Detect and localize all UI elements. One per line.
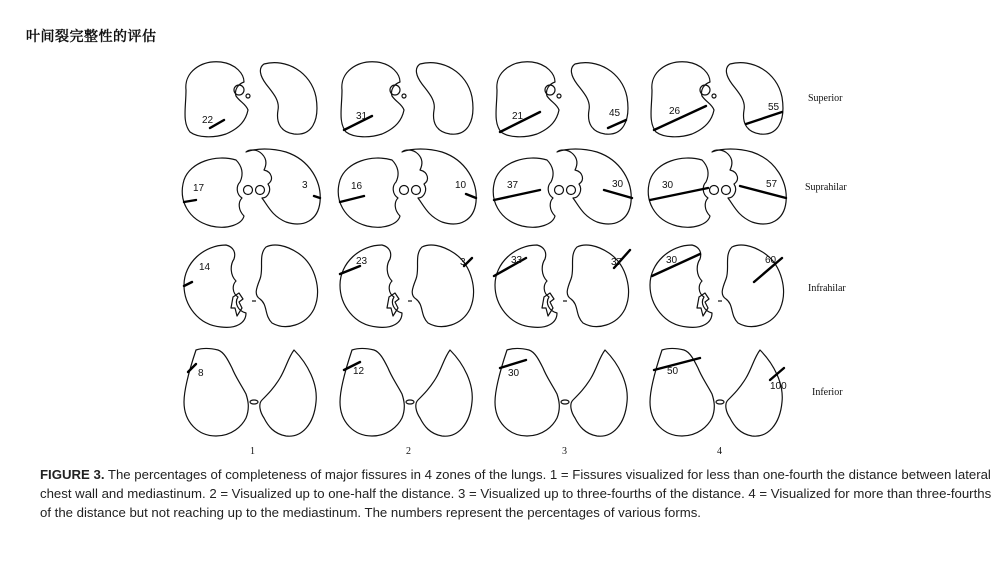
- column-number: 2: [406, 446, 411, 457]
- percent-label: 50: [667, 366, 679, 377]
- caption-text: The percentages of completeness of major fissures in 4 zones of the lungs. 1 = Fissures visualized for less than one-fourth the distance between lateral chest wall and mediastinum. 2 = Visualized up to one-half the distance. 3 = Visualized up to three-fourths of the distance. 4 = Visualized for more than three-fourths of the distance but not reaching up to the mediastinum. The numbers represent the percentages of various forms.: [40, 467, 992, 520]
- percent-label: 31: [356, 111, 368, 122]
- percent-label: 8: [198, 368, 204, 379]
- percent-label: 12: [353, 366, 365, 377]
- percent-label: 100: [770, 381, 787, 392]
- fissure-mark: [184, 200, 196, 202]
- fissure-mark: [740, 186, 786, 198]
- percent-label: 60: [765, 255, 777, 266]
- fissure-mark: [340, 196, 364, 202]
- zone-label-suprahilar: Suprahilar: [805, 182, 847, 193]
- percent-label: 30: [666, 255, 678, 266]
- zone-label-superior: Superior: [808, 93, 843, 104]
- fissure-mark: [604, 190, 632, 198]
- percent-label: 23: [356, 256, 368, 267]
- percent-label: 3: [460, 257, 466, 268]
- percent-label: 55: [768, 102, 780, 113]
- percent-label: 30: [662, 180, 674, 191]
- percent-label: 22: [202, 115, 214, 126]
- percent-label: 37: [611, 257, 623, 268]
- fissure-mark: [184, 282, 192, 286]
- fissure-mark: [466, 194, 476, 198]
- percent-label: 33: [511, 255, 523, 266]
- column-number: 3: [562, 446, 567, 457]
- percent-label: 21: [512, 111, 524, 122]
- fissure-mark: [770, 368, 784, 380]
- figure-caption: [40, 465, 995, 522]
- percent-label: 57: [766, 179, 778, 190]
- percent-label: 26: [669, 106, 681, 117]
- percent-label: 17: [193, 183, 205, 194]
- fissure-mark: [188, 364, 196, 372]
- percent-label: 3: [302, 180, 308, 191]
- percent-label: 30: [612, 179, 624, 190]
- zone-label-infrahilar: Infrahilar: [808, 283, 846, 294]
- page-title: 叶间裂完整性的评估: [26, 29, 157, 45]
- column-number: 1: [250, 446, 255, 457]
- percent-label: 14: [199, 262, 211, 273]
- percent-label: 37: [507, 180, 519, 191]
- fissure-mark: [314, 196, 320, 198]
- fissure-mark: [494, 190, 540, 200]
- column-number: 4: [717, 446, 722, 457]
- percent-label: 45: [609, 108, 621, 119]
- percent-label: 16: [351, 181, 363, 192]
- percent-label: 30: [508, 368, 520, 379]
- fissure-mark: [746, 112, 782, 124]
- fissure-mark: [650, 188, 708, 200]
- percent-label: 10: [455, 180, 467, 191]
- zone-label-inferior: Inferior: [812, 387, 843, 398]
- caption-label: FIGURE 3.: [40, 467, 105, 482]
